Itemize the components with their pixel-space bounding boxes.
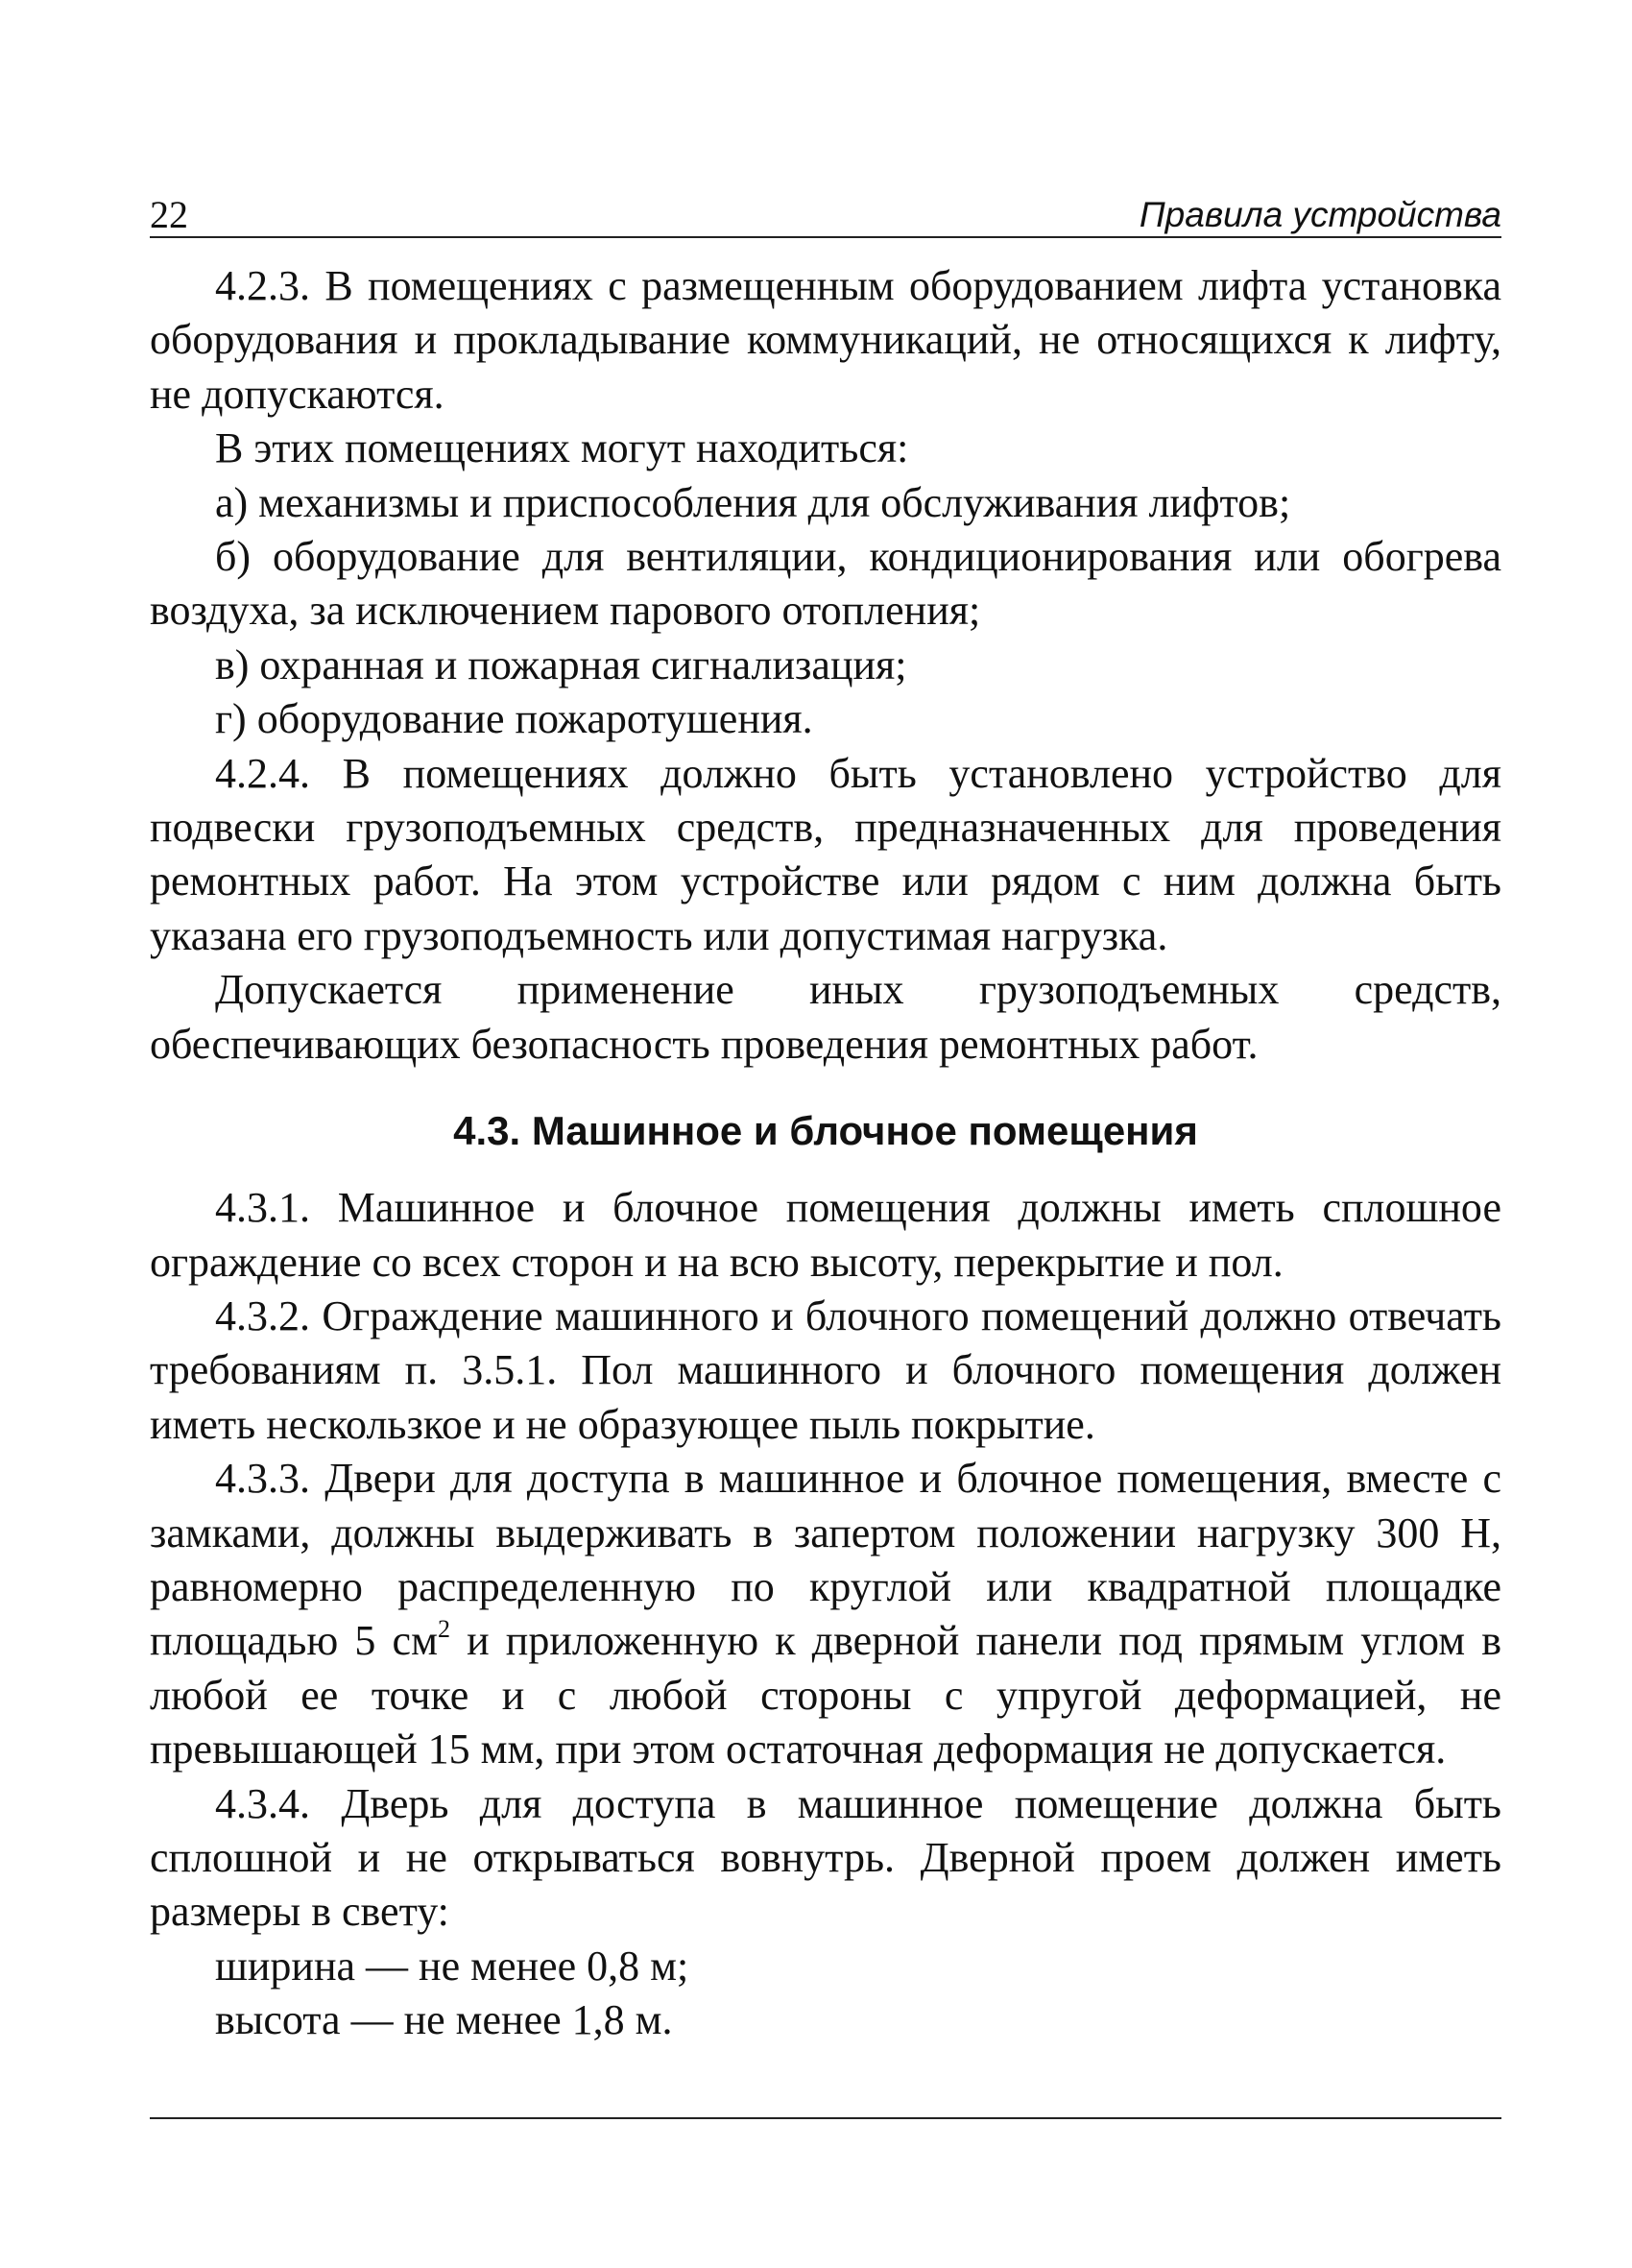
page-number: 22 [150,193,188,236]
paragraph-4-3-3 [150,1452,1501,1776]
list-item-a: а) механизмы и приспособления для обслуживания лифтов; [215,478,1291,526]
running-title: Правила устройства [1139,195,1501,234]
width-requirement: ширина — не менее 0,8 м; [215,1942,689,1990]
paragraph-4-3-1: 4.3.1. Машинное и блочное помещения должны иметь сплошное ограждение со всех сторон и на всю высоту, перекрытие и пол. [150,1184,1501,1286]
list-item-b: б) оборудование для вентиляции, кондиционирования или обогрева воздуха, за исключением парового отопления; [150,533,1501,635]
paragraph-4-3-3-part1: 4.3.3. Двери для доступа в машинное и блочное помещения, вместе с замками, должны выдерживать в запертом положении нагрузку 300 Н, равномерно распределенную по круглой или квадратной площадке площадью 5 см [150,1455,1501,1665]
body-text [150,259,1501,2048]
running-header [150,182,1501,238]
list-item-v: в) охранная и пожарная сигнализация; [215,640,907,688]
paragraph-4-3-4: 4.3.4. Дверь для доступа в машинное помещение должна быть сплошной и не открываться вовнутрь. Дверной проем должен иметь размеры в свету: [150,1779,1501,1936]
section-heading-4-3: 4.3. Машинное и блочное помещения [453,1108,1198,1154]
paragraph-4-3-3-part2: и приложенную к дверной панели под прямым углом в любой ее точке и с любой стороны с упругой деформацией, не превышающей 15 мм, при этом остаточная деформация не допускается. [150,1617,1501,1773]
paragraph-4-2-4: 4.2.4. В помещениях должно быть установлено устройство для подвески грузоподъемных средств, предназначенных для проведения ремонтных работ. На этом устройстве или рядом с ним должна быть указана его грузоподъемность или допустимая нагрузка. [150,749,1501,959]
footer-rule [150,2117,1501,2119]
height-requirement: высота — не менее 1,8 м. [215,1996,673,2044]
paragraph-4-2-3: 4.2.3. В помещениях с размещенным оборудованием лифта установка оборудования и прокладывание коммуникаций, не относящихся к лифту, не допускаются. [150,262,1501,418]
paragraph-allowed-intro: В этих помещениях могут находиться: [215,424,909,472]
paragraph-4-3-2: 4.3.2. Ограждение машинного и блочного помещений должно отвечать требованиям п. 3.5.1. Пол машинного и блочного помещения должен иметь нескользкое и не образующее пыль покрытие. [150,1291,1501,1448]
superscript-2: 2 [437,1615,450,1644]
list-item-g: г) оборудование пожаротушения. [215,695,813,743]
document-page [150,182,1501,2048]
paragraph-alternative-means: Допускается применение иных грузоподъемных средств, обеспечивающих безопасность проведения ремонтных работ. [150,966,1501,1068]
